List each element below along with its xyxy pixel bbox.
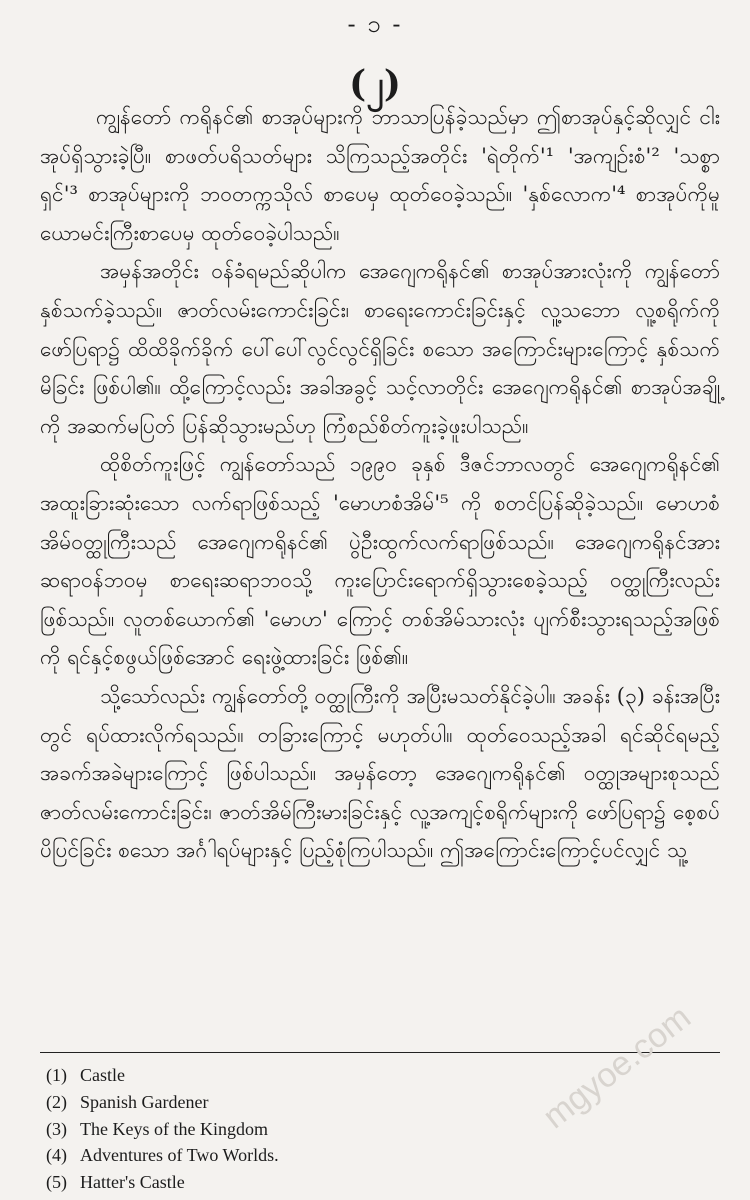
footnote-text: The Keys of the Kingdom bbox=[80, 1118, 268, 1139]
footnote-text: Adventures of Two Worlds. bbox=[80, 1145, 279, 1166]
watermark: mgyoe.com bbox=[535, 998, 698, 1137]
footnote-text: Hatter's Castle bbox=[80, 1172, 185, 1193]
footnote-number: (4) bbox=[46, 1145, 67, 1166]
footnote-number: (3) bbox=[46, 1118, 67, 1139]
footnote-item bbox=[46, 1169, 706, 1196]
footnote-number: (5) bbox=[46, 1172, 67, 1193]
chapter-number: (၂) bbox=[349, 63, 401, 105]
footnote-text: Spanish Gardener bbox=[80, 1091, 209, 1112]
paragraph: သို့သော်လည်း ကျွန်တော်တို့ ဝတ္ထုကြီးကို အပြီးမသတ်နိုင်ခဲ့ပါ။ အခန်း (၃) ခန်းအပြီးတွင် ရပ်ထားလိုက်ရသည်။ တခြားကြောင့် မဟုတ်ပါ။ ထုတ်ဝေသည့်အခါ ရင်ဆိုင်ရမည့် အခက်အခဲများကြောင့် ဖြစ်ပါသည်။ အမှန်တော့ အေဂျေကရိုနင်၏ ဝတ္ထုအများစုသည် ဇာတ်လမ်းကောင်းခြင်း၊ ဇာတ်အိမ်ကြီးမားခြင်းနှင့် လူ့အကျင့်စရိုက်များကို ဖော်ပြရာ၌ စေ့စပ်ပိပြင်ခြင်း စသော အင်္ဂါရပ်များနှင့် ပြည့်စုံကြပါသည်။ ဤအကြောင်းကြောင့်ပင်လျှင် သူ့ bbox=[40, 683, 720, 863]
paragraph: ကျွန်တော် ကရိုနင်၏ စာအုပ်များကို ဘာသာပြန်ခဲ့သည်မှာ ဤစာအုပ်နှင့်ဆိုလျှင် ငါးအုပ်ရှိသွားခဲ့ပြီ။ စာဖတ်ပရိသတ်များ သိကြသည့်အတိုင်း 'ရဲတိုက်'¹ 'အကျဉ်းစံ'² 'သစ္စာရှင်'³ စာအုပ်များကို ဘဝတက္ကသိုလ် စာပေမှ ထုတ်ဝေခဲ့သည်။ 'နှစ်လောက'⁴ စာအုပ်ကိုမူ ယောမင်းကြီးစာပေမှ ထုတ်ဝေခဲ့ပါသည်။ bbox=[40, 105, 720, 245]
footnote-number: (1) bbox=[46, 1065, 67, 1085]
footnote-text: Castle bbox=[80, 1065, 125, 1085]
page-number: - ၁ - bbox=[347, 10, 403, 38]
footnote-item bbox=[46, 1116, 706, 1143]
paragraph: ထိုစိတ်ကူးဖြင့် ကျွန်တော်သည် ၁၉၉၀ ခုနှစ် ဒီဇင်ဘာလတွင် အေဂျေကရိုနင်၏ အထူးခြားဆုံးသော လက်ရာဖြစ်သည့် 'မောဟစံအိမ်'⁵ ကို စတင်ပြန်ဆိုခဲ့သည်။ မောဟစံအိမ်ဝတ္ထုကြီးသည် အေဂျေကရိုနင်၏ ပွဲဦးထွက်လက်ရာဖြစ်သည်။ အေဂျေကရိုနင်အား ဆရာဝန်ဘဝမှ စာရေးဆရာဘဝသို့ ကူးပြောင်းရောက်ရှိသွားစေခဲ့သည့် ဝတ္ထုကြီးလည်း ဖြစ်သည်။ လူတစ်ယောက်၏ 'မောဟ' ကြောင့် တစ်အိမ်သားလုံး ပျက်စီးသွားရသည့်အဖြစ်ကို ရင်နှင့်စဖွယ်ဖြစ်အောင် ရေးဖွဲ့ထားခြင်း ဖြစ်၏။ bbox=[40, 452, 720, 670]
body-text bbox=[40, 98, 720, 870]
paragraph: အမှန်အတိုင်း ဝန်ခံရမည်ဆိုပါက အေဂျေကရိုနင်၏ စာအုပ်အားလုံးကို ကျွန်တော် နှစ်သက်ခဲ့သည်။ ဇာတ်လမ်းကောင်းခြင်း၊ စာရေးကောင်းခြင်းနှင့် လူ့သဘော လူ့စရိုက်ကို ဖော်ပြရာ၌ ထိထိခိုက်ခိုက် ပေါ်ပေါ်လွင်လွင်ရှိခြင်း စသော အကြောင်းများကြောင့် နှစ်သက်မိခြင်း ဖြစ်ပါ၏။ ထို့ကြောင့်လည်း အခါအခွင့် သင့်လာတိုင်း အေဂျေကရိုနင်၏ စာအုပ်အချို့ကို အဆက်မပြတ် ပြန်ဆိုသွားမည်ဟု ကြံစည်စိတ်ကူးခဲ့ဖူးပါသည်။ bbox=[40, 259, 720, 438]
footnote-item bbox=[46, 1142, 706, 1169]
footnote-number: (2) bbox=[46, 1091, 67, 1112]
